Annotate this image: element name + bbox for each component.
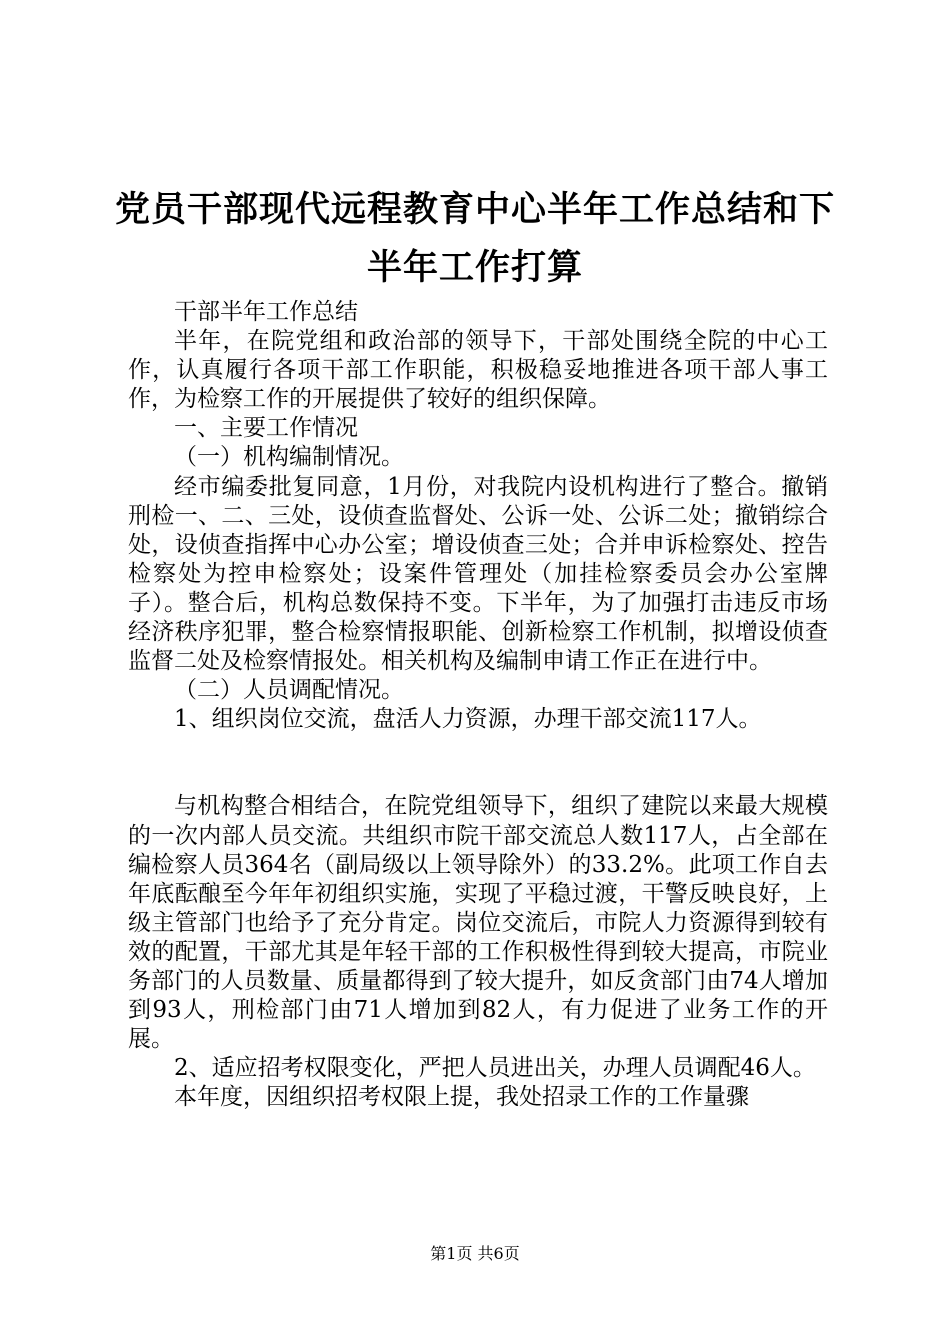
paragraph: 经市编委批复同意，1月份，对我院内设机构进行了整合。撤销刑检一、二、三处，设侦查监督处、公诉一处、公诉二处；撤销综合处，设侦查指挥中心办公室；增设侦查三处；合并申诉检察处、控告检察处为控申检察处；设案件管理处（加挂检察委员会办公室牌子）。整合后，机构总数保持不变。下半年，为了加强打击违反市场经济秩序犯罪，整合检察情报职能、创新检察工作机制，拟增设侦查监督二处及检察情报处。相关机构及编制申请工作正在进行中。 xyxy=(128,473,828,675)
paragraph: 2、适应招考权限变化，严把人员进出关，办理人员调配46人。 xyxy=(174,1055,816,1082)
page-footer: 第1页 共6页 xyxy=(430,1244,520,1263)
subsection-heading: （一）机构编制情况。 xyxy=(174,444,404,471)
document-title-line-2: 半年工作打算 xyxy=(366,248,583,288)
section-heading: 干部半年工作总结 xyxy=(174,299,358,325)
blank-line xyxy=(128,734,828,792)
subsection-heading: （二）人员调配情况。 xyxy=(174,677,404,704)
paragraph: 本年度，因组织招考权限上提，我处招录工作的工作量骤 xyxy=(174,1084,749,1111)
paragraph: 1、组织岗位交流，盘活人力资源，办理干部交流117人。 xyxy=(174,706,762,733)
section-heading: 一、主要工作情况 xyxy=(174,415,358,442)
paragraph: 半年，在院党组和政治部的领导下，干部处围绕全院的中心工作，认真履行各项干部工作职能，积极稳妥地推进各项干部人事工作，为检察工作的开展提供了较好的组织保障。 xyxy=(128,328,828,413)
document-title-line-1: 党员干部现代远程教育中心半年工作总结和下 xyxy=(114,190,835,230)
paragraph: 与机构整合相结合，在院党组领导下，组织了建院以来最大规模的一次内部人员交流。共组织市院干部交流总人数117人，占全部在编检察人员364名（副局级以上领导除外）的33.2%。此项工作自去年底酝酿至今年年初组织实施，实现了平稳过渡，干警反映良好，上级主管部门也给予了充分肯定。岗位交流后，市院人力资源得到较有效的配置，干部尤其是年轻干部的工作积极性得到较大提高，市院业务部门的人员数量、质量都得到了较大提升，如反贪部门由74人增加到93人，刑检部门由71人增加到82人，有力促进了业务工作的开展。 xyxy=(128,793,828,1053)
document-body xyxy=(128,298,828,1112)
